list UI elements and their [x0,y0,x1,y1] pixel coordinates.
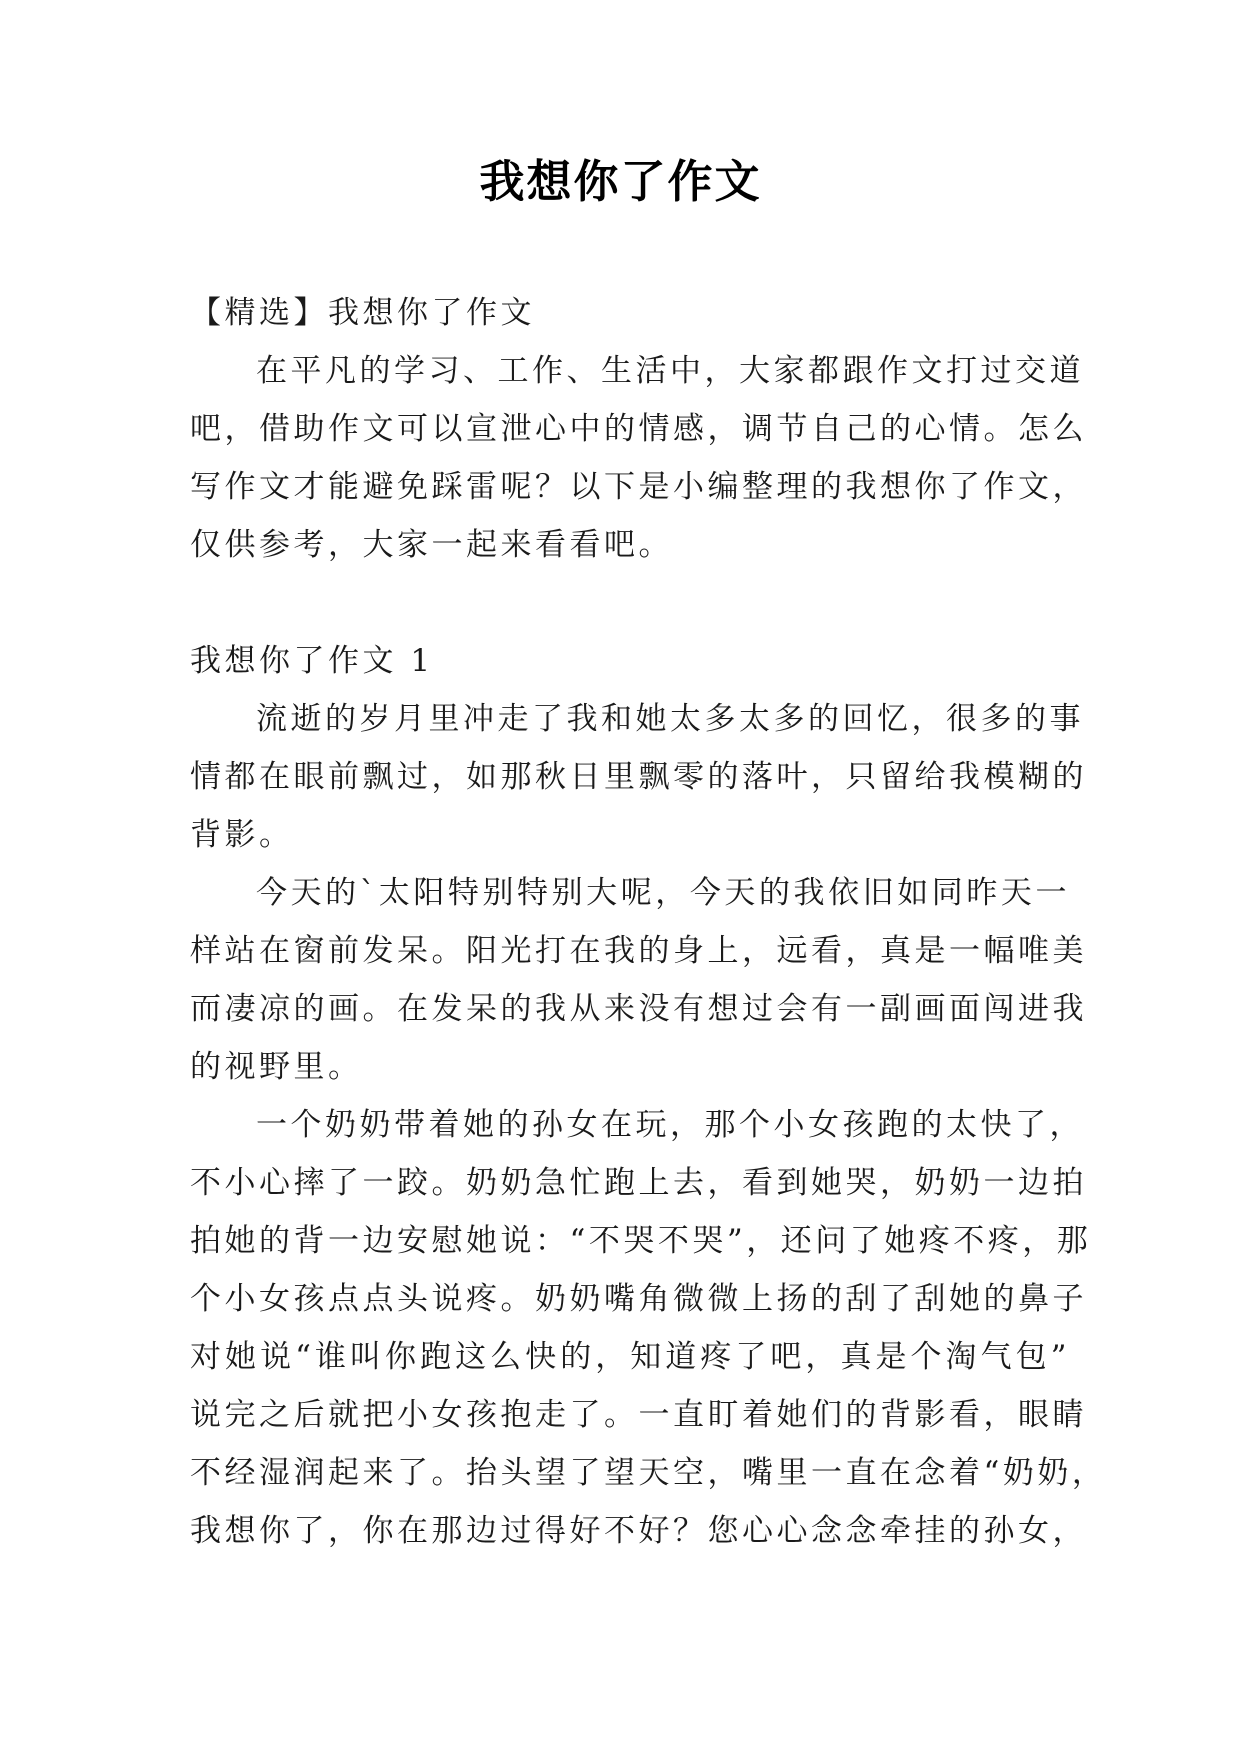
paragraph-line: 拍她的背一边安慰她说：“不哭不哭”，还问了她疼不疼，那 [190,1223,1092,1259]
intro-heading: 【精选】我想你了作文 [190,295,535,331]
paragraph-line: 不经湿润起来了。抬头望了望天空，嘴里一直在念着“奶奶， [190,1455,1107,1491]
paragraph-line: 而凄凉的画。在发呆的我从来没有想过会有一副画面闯进我 [190,991,1087,1027]
paragraph-line: 样站在窗前发呆。阳光打在我的身上，远看，真是一幅唯美 [190,933,1087,969]
section-spacer [190,574,1070,632]
document-title: 我想你了作文 [479,155,762,208]
paragraph-line: 在平凡的学习、工作、生活中，大家都跟作文打过交道 [256,353,1084,389]
paragraph-line: 今天的`太阳特别特别大呢，今天的我依旧如同昨天一 [256,875,1070,911]
paragraph-line: 流逝的岁月里冲走了我和她太多太多的回忆，很多的事 [256,701,1084,737]
paragraph-1 [190,690,1087,864]
paragraph-line: 写作文才能避免踩雷呢？以下是小编整理的我想你了作文， [190,469,1087,505]
paragraph-line: 个小女孩点点头说疼。奶奶嘴角微微上扬的刮了刮她的鼻子 [190,1281,1087,1317]
paragraph-line: 我想你了，你在那边过得好不好？您心心念念牵挂的孙女， [190,1513,1087,1549]
paragraph-line: 不小心摔了一跤。奶奶急忙跑上去，看到她哭，奶奶一边拍 [190,1165,1087,1201]
paragraph-line: 一个奶奶带着她的孙女在玩，那个小女孩跑的太快了， [256,1107,1084,1143]
paragraph-2 [190,864,1087,1096]
paragraph-line: 说完之后就把小女孩抱走了。一直盯着她们的背影看，眼睛 [190,1397,1087,1433]
section-heading: 我想你了作文 1 [190,643,434,679]
paragraph-line: 情都在眼前飘过，如那秋日里飘零的落叶，只留给我模糊的 [190,759,1087,795]
paragraph-3 [190,1096,1107,1560]
intro-paragraph [190,342,1087,574]
document-body [190,284,1107,1560]
paragraph-line: 背影。 [190,817,294,853]
paragraph-line: 仅供参考，大家一起来看看吧。 [190,527,673,563]
paragraph-line: 吧，借助作文可以宣泄心中的情感，调节自己的心情。怎么 [190,411,1087,447]
paragraph-line: 对她说“谁叫你跑这么快的，知道疼了吧，真是个淘气包” [190,1339,1070,1375]
paragraph-line: 的视野里。 [190,1049,363,1085]
